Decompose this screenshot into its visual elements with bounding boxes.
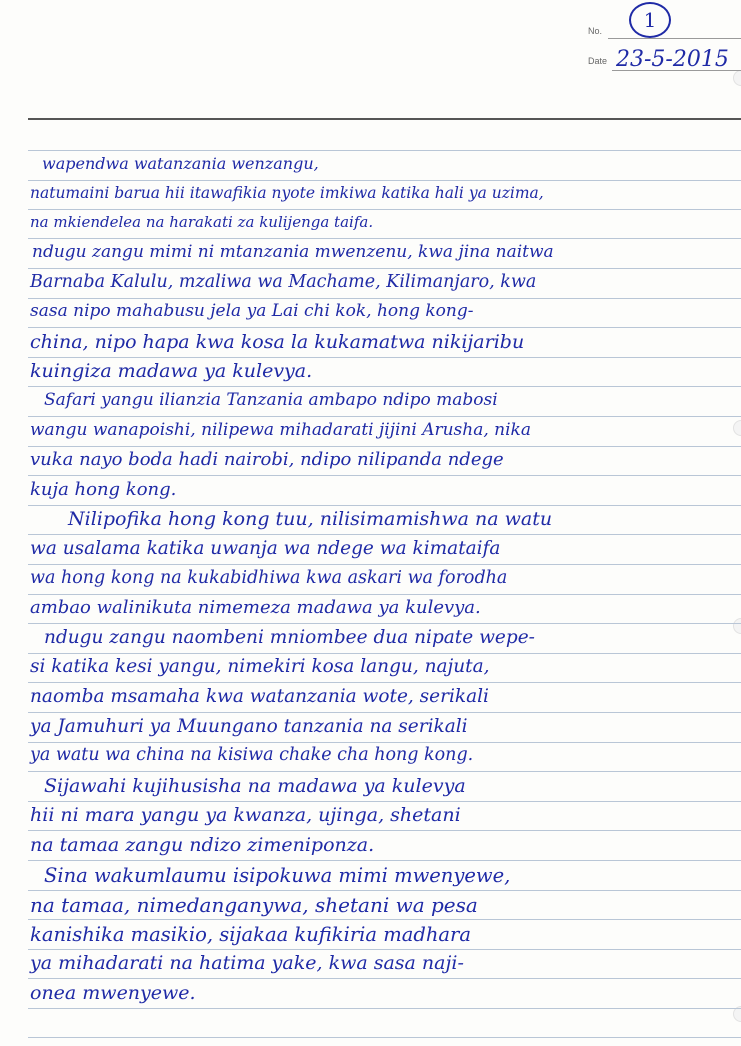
ruled-line xyxy=(28,623,741,624)
ruled-line xyxy=(28,830,741,831)
ruled-line xyxy=(28,386,741,387)
letter-line-27: kanishika masikio, sijakaa kufikiria madhara xyxy=(30,923,471,946)
ruled-line xyxy=(28,238,741,239)
letter-line-2: natumaini barua hii itawafikia nyote imkiwa katika hali ya uzima, xyxy=(30,184,544,202)
ruled-line xyxy=(28,298,741,299)
letter-line-1: wapendwa watanzania wenzangu, xyxy=(42,154,319,173)
ruled-line xyxy=(28,327,741,328)
letter-line-22: Sijawahi kujihusisha na madawa ya kulevya xyxy=(44,775,466,797)
letter-line-12: kuja hong kong. xyxy=(30,479,177,500)
ruled-line xyxy=(28,919,741,920)
ruled-line xyxy=(28,594,741,595)
letter-line-17: ndugu zangu naombeni mniombee dua nipate wepe- xyxy=(44,627,535,648)
letter-line-4: ndugu zangu mimi ni mtanzania mwenzenu, kwa jina naitwa xyxy=(32,242,554,262)
no-label: No. xyxy=(588,26,603,36)
letter-line-11: vuka nayo boda hadi nairobi, ndipo nilipanda ndege xyxy=(30,449,504,470)
ruled-line xyxy=(28,357,741,358)
letter-line-21: ya watu wa china na kisiwa chake cha hong kong. xyxy=(30,745,474,765)
ruled-line xyxy=(28,712,741,713)
ruled-line xyxy=(28,209,741,210)
ruled-line xyxy=(28,416,741,417)
date-label: Date xyxy=(588,56,608,66)
punch-hole xyxy=(733,618,741,634)
letter-line-15: wa hong kong na kukabidhiwa kwa askari wa forodha xyxy=(30,568,508,588)
letter-line-6: sasa nipo mahabusu jela ya Lai chi kok, hong kong- xyxy=(30,301,474,321)
letter-line-19: naomba msamaha kwa watanzania wote, serikali xyxy=(30,686,489,707)
date-value: 23-5-2015 xyxy=(616,47,729,72)
ruled-line xyxy=(28,860,741,861)
ruled-line xyxy=(28,1037,741,1038)
ruled-line xyxy=(28,801,741,802)
letter-line-14: wa usalama katika uwanja wa ndege wa kimataifa xyxy=(30,538,501,559)
letter-line-5: Barnaba Kalulu, mzaliwa wa Machame, Kilimanjaro, kwa xyxy=(30,272,537,292)
letter-line-23: hii ni mara yangu ya kwanza, ujinga, shetani xyxy=(30,804,461,826)
no-rule xyxy=(608,38,741,39)
ruled-line xyxy=(28,1008,741,1009)
letter-line-28: ya mihadarati na hatima yake, kwa sasa naji- xyxy=(30,952,464,974)
ruled-line xyxy=(28,534,741,535)
ruled-line xyxy=(28,446,741,447)
ruled-line xyxy=(28,682,741,683)
letter-line-8: kuingiza madawa ya kulevya. xyxy=(30,360,313,382)
ruled-line xyxy=(28,978,741,979)
letter-line-9: Safari yangu ilianzia Tanzania ambapo ndipo mabosi xyxy=(44,390,498,410)
letter-line-18: si katika kesi yangu, nimekiri kosa langu, najuta, xyxy=(30,656,490,677)
ruled-line xyxy=(28,475,741,476)
letter-line-29: onea mwenyewe. xyxy=(30,982,196,1004)
ruled-line xyxy=(28,771,741,772)
letter-line-13: Nilipofika hong kong tuu, nilisimamishwa na watu xyxy=(68,508,553,530)
ruled-line xyxy=(28,564,741,565)
letter-line-26: na tamaa, nimedanganywa, shetani wa pesa xyxy=(30,893,478,917)
ruled-line xyxy=(28,653,741,654)
letter-line-20: ya Jamuhuri ya Muungano tanzania na serikali xyxy=(30,716,468,737)
letter-line-3: na mkiendelea na harakati za kulijenga taifa. xyxy=(30,213,374,231)
ruled-line xyxy=(28,268,741,269)
letter-line-7: china, nipo hapa kwa kosa la kukamatwa nikijaribu xyxy=(30,331,525,353)
ruled-line xyxy=(28,742,741,743)
punch-hole xyxy=(733,420,741,436)
header-divider xyxy=(28,118,741,120)
letter-line-16: ambao walinikuta nimemeza madawa ya kulevya. xyxy=(30,597,481,618)
punch-hole xyxy=(733,70,741,86)
letter-line-10: wangu wanapoishi, nilipewa mihadarati jijini Arusha, nika xyxy=(30,420,531,440)
ruled-line xyxy=(28,150,741,151)
letter-line-24: na tamaa zangu ndizo zimeniponza. xyxy=(30,834,375,856)
ruled-line xyxy=(28,505,741,506)
ruled-line xyxy=(28,949,741,950)
ruled-line xyxy=(28,890,741,891)
ruled-line xyxy=(28,180,741,181)
page-number: 1 xyxy=(629,2,671,38)
letter-line-25: Sina wakumlaumu isipokuwa mimi mwenyewe, xyxy=(44,864,511,887)
